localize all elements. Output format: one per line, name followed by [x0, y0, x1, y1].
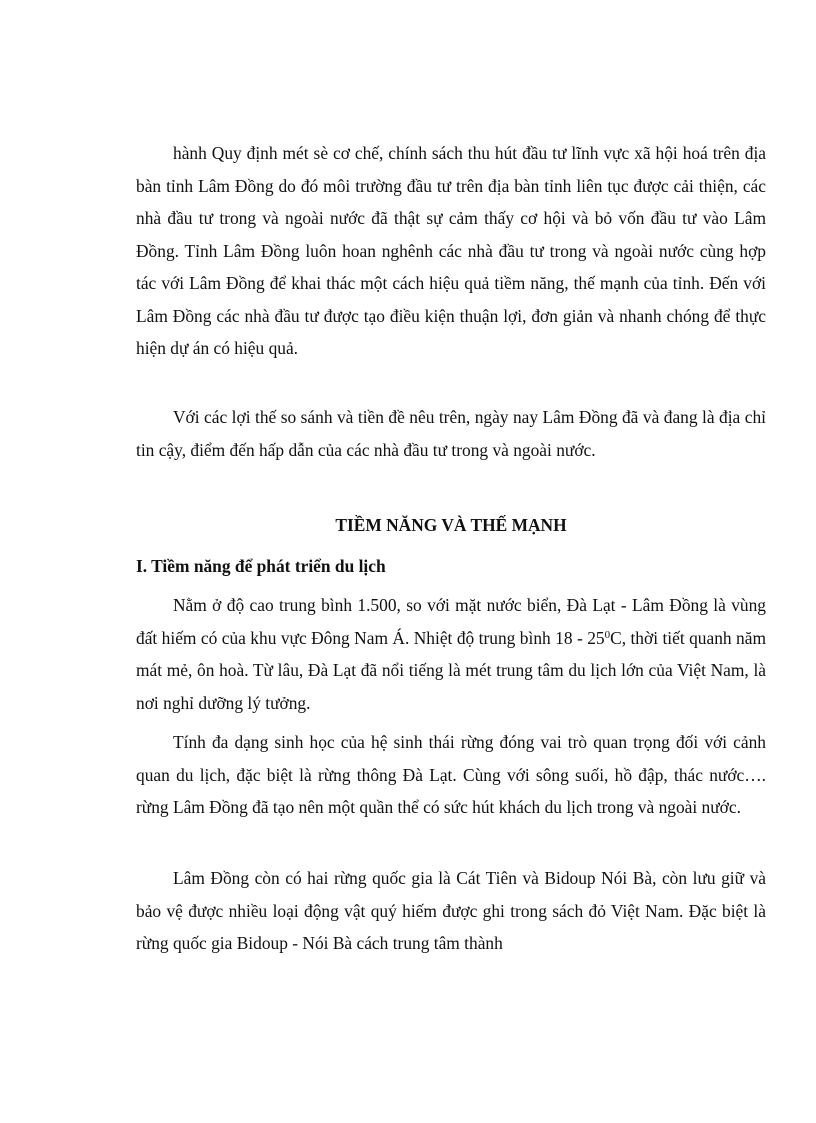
paragraph-biodiversity: Tính đa dạng sinh học của hệ sinh thái rừng đóng vai trò quan trọng đối với cảnh quan du lịch, đặc biệt là rừng thông Đà Lạt. Cùng với sông suối, hồ đập, thác nước…. rừng Lâm Đồng đã tạo nên một quần thể có sức hút khách du lịch trong và ngoài nước. [136, 732, 766, 817]
paragraph-location-text-cont: C, thời tiết quanh năm mát mẻ, ôn hoà. Từ lâu, Đà Lạt đã nổi tiếng là mét trung tâm du lịch lớn của Việt Nam, là nơi nghỉ dưỡng lý tưởng. [136, 627, 766, 713]
paragraph-location [136, 589, 766, 719]
paragraph-national-parks: Lâm Đồng còn có hai rừng quốc gia là Cát Tiên và Bidoup Nói Bà, còn lưu giữ và bảo vệ được nhiều loại động vật quý hiếm được ghi trong sách đỏ Việt Nam. Đặc biệt là rừng quốc gia Bidoup - Nói Bà cách trung tâm thành [136, 868, 766, 953]
degree-superscript: 0 [604, 628, 611, 641]
section-title: TIỀM NĂNG VÀ THẾ MẠNH [335, 515, 567, 535]
paragraph-advantages: Với các lợi thế so sánh và tiền đề nêu trên, ngày nay Lâm Đồng đã và đang là địa chỉ tin cậy, điểm đến hấp dẫn của các nhà đầu tư trong và ngoài nước. [136, 407, 766, 460]
paragraph-investment-policy: hành Quy định mét sè cơ chế, chính sách thu hút đầu tư lĩnh vực xã hội hoá trên địa bàn tỉnh Lâm Đồng do đó môi trường đầu tư trên địa bàn tỉnh liên tục được cải thiện, các nhà đầu tư trong và ngoài nước đã thật sự cảm thấy cơ hội và bỏ vốn đầu tư vào Lâm Đồng. Tỉnh Lâm Đồng luôn hoan nghênh các nhà đầu tư trong và ngoài nước cùng hợp tác với Lâm Đồng để khai thác một cách hiệu quả tiềm năng, thế mạnh của tỉnh. Đến với Lâm Đồng các nhà đầu tư được tạo điều kiện thuận lợi, đơn giản và nhanh chóng để thực hiện dự án có hiệu quả. [136, 143, 766, 358]
paragraph-location-text: Nằm ở độ cao trung bình 1.500, so với mặt nước biển, Đà Lạt - Lâm Đồng là vùng đất hiếm có của khu vực Đông Nam Á. Nhiệt độ trung bình 18 - 25 [136, 595, 766, 648]
subsection-title: I. Tiềm năng để phát triển du lịch [136, 556, 386, 576]
